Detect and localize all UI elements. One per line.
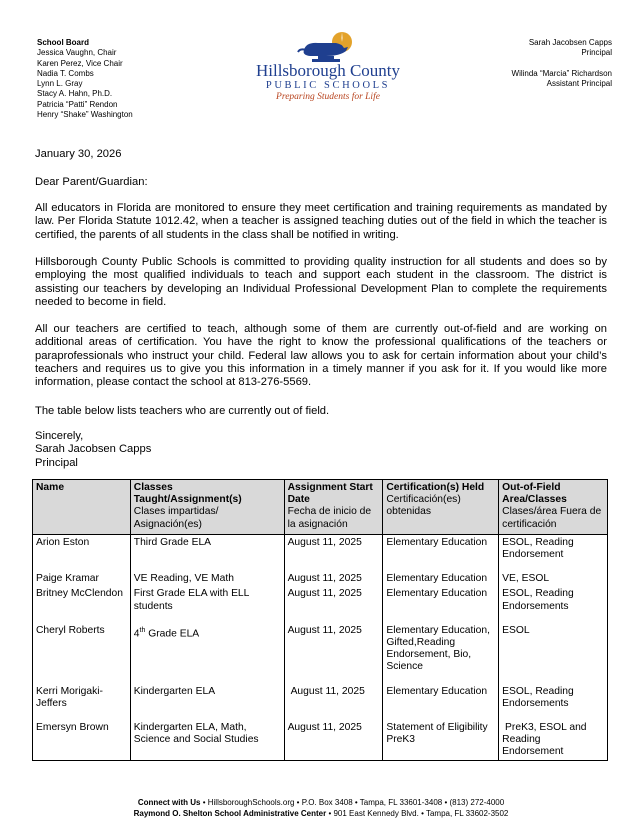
district-logo bbox=[238, 30, 418, 103]
lamp-of-learning-icon bbox=[296, 30, 360, 62]
certification-held: Statement of Eligibility PreK3 bbox=[383, 720, 499, 760]
school-board-list bbox=[37, 38, 133, 120]
table-row bbox=[33, 720, 608, 760]
signer-title: Principal bbox=[35, 456, 78, 469]
classes-taught: 4th Grade ELA bbox=[130, 623, 284, 684]
letter-paragraph-3: All our teachers are certified to teach, although some of them are currently out-of-field and are working on additional areas of certification. You have the right to know the professional qualifications of the teachers or paraprofessionals who instruct your child. Federal law allows you to ask for certain information about your child’s teachers and requires us to give you this information in a timely manner if you ask for it. If you would like more information, please contact the school at 813-276-5569. bbox=[35, 323, 607, 389]
teacher-name: Cheryl Roberts bbox=[33, 623, 131, 684]
certification-held: Elementary Education bbox=[383, 534, 499, 571]
teacher-name: Arion Eston bbox=[33, 534, 131, 571]
assignment-start: August 11, 2025 bbox=[284, 534, 383, 571]
board-member: Stacy A. Hahn, Ph.D. bbox=[37, 89, 113, 99]
certification-held: Elementary Education bbox=[383, 684, 499, 720]
letter-paragraph-4: The table below lists teachers who are currently out of field. bbox=[35, 405, 330, 417]
column-header: Certification(s) Held Certificación(es) obtenidas bbox=[383, 480, 499, 535]
principal-name: Sarah Jacobsen Capps bbox=[528, 38, 612, 47]
teacher-name: Kerri Morigaki-Jeffers bbox=[33, 684, 131, 720]
classes-taught: First Grade ELA with ELL students bbox=[130, 586, 284, 622]
column-header: Name bbox=[33, 480, 131, 535]
out-of-field-area: VE, ESOL bbox=[499, 571, 608, 586]
teacher-name: Emersyn Brown bbox=[33, 720, 131, 760]
board-member: Jessica Vaughn, Chair bbox=[37, 48, 117, 58]
assignment-start: August 11, 2025 bbox=[284, 684, 383, 720]
certification-held: Elementary Education bbox=[383, 571, 499, 586]
assignment-start: August 11, 2025 bbox=[284, 586, 383, 622]
board-member: Karen Perez, Vice Chair bbox=[37, 58, 123, 68]
board-member: Henry “Shake” Washington bbox=[37, 110, 133, 120]
assistant-principal-name: Wilinda “Marcia” Richardson bbox=[511, 68, 612, 78]
principal-title: Principal bbox=[581, 48, 612, 58]
classes-taught: Kindergarten ELA bbox=[130, 684, 284, 720]
classes-taught: Third Grade ELA bbox=[130, 534, 284, 571]
letter-date: January 30, 2026 bbox=[35, 148, 122, 160]
out-of-field-area: ESOL, Reading Endorsement bbox=[499, 534, 608, 571]
teacher-name: Paige Kramar bbox=[33, 571, 131, 586]
school-administrators bbox=[512, 38, 612, 89]
table-row bbox=[33, 623, 608, 684]
letter-salutation: Dear Parent/Guardian: bbox=[35, 176, 148, 188]
district-name: Hillsborough County bbox=[255, 61, 401, 80]
out-of-field-area: PreK3, ESOL and Reading Endorsement bbox=[499, 720, 608, 760]
assignment-start: August 11, 2025 bbox=[284, 571, 383, 586]
district-subtitle: PUBLIC SCHOOLS bbox=[265, 80, 391, 91]
letter-signature bbox=[35, 430, 607, 470]
letter-paragraph-2: Hillsborough County Public Schools is committed to providing quality instruction for all students and does so by employing the most qualified individuals to teach and support each student in the classroom. The district is assisting our teachers by developing an Individual Professional Development Plan to complete the requirements needed to become in field. bbox=[35, 256, 607, 308]
assignment-start: August 11, 2025 bbox=[284, 720, 383, 760]
closing: Sincerely, bbox=[35, 430, 84, 442]
certification-held: Elementary Education, Gifted,Reading Endorsement, Bio, Science bbox=[383, 623, 499, 684]
district-tagline: Preparing Students for Life bbox=[276, 92, 380, 102]
board-title: School Board bbox=[37, 38, 90, 47]
out-of-field-table bbox=[32, 479, 608, 761]
out-of-field-area: ESOL bbox=[499, 623, 608, 684]
table-row bbox=[33, 534, 608, 571]
classes-taught: VE Reading, VE Math bbox=[130, 571, 284, 586]
out-of-field-area: ESOL, Reading Endorsements bbox=[499, 684, 608, 720]
out-of-field-area: ESOL, Reading Endorsements bbox=[499, 586, 608, 622]
assistant-principal-title: Assistant Principal bbox=[546, 79, 612, 89]
assignment-start: August 11, 2025 bbox=[284, 623, 383, 684]
table-row bbox=[33, 684, 608, 720]
certification-held: Elementary Education bbox=[383, 586, 499, 622]
classes-taught: Kindergarten ELA, Math, Science and Social Studies bbox=[130, 720, 284, 760]
board-member: Patricia “Patti” Rendon bbox=[37, 99, 118, 109]
teacher-name: Britney McClendon bbox=[33, 586, 131, 622]
table-header-row bbox=[33, 480, 608, 535]
footer-address: Raymond O. Shelton School Administrative Center • 901 East Kennedy Blvd. • Tampa, FL 33602-3502 bbox=[133, 809, 509, 818]
letter-paragraph-1: All educators in Florida are monitored to ensure they meet certification and training requirements as mandated by law. Per Florida Statute 1012.42, when a teacher is assigned teaching duties out of the field in which the teacher is certified, the parents of all students in the class shall be notified in writing. bbox=[35, 202, 607, 241]
board-member: Nadia T. Combs bbox=[37, 68, 94, 78]
board-member: Lynn L. Gray bbox=[37, 79, 83, 89]
table-row bbox=[33, 571, 608, 586]
table-row bbox=[33, 586, 608, 622]
signer-name: Sarah Jacobsen Capps bbox=[35, 443, 152, 456]
column-header: Classes Taught/Assignment(s) Clases impartidas/ Asignación(es) bbox=[130, 480, 284, 535]
column-header: Assignment Start Date Fecha de inicio de la asignación bbox=[284, 480, 383, 535]
footer-contact: Connect with Us • HillsboroughSchools.org • P.O. Box 3408 • Tampa, FL 33601-3408 • (813) 272-4000 bbox=[137, 798, 505, 807]
column-header: Out-of-Field Area/Classes Clases/área Fuera de certificación bbox=[499, 480, 608, 535]
